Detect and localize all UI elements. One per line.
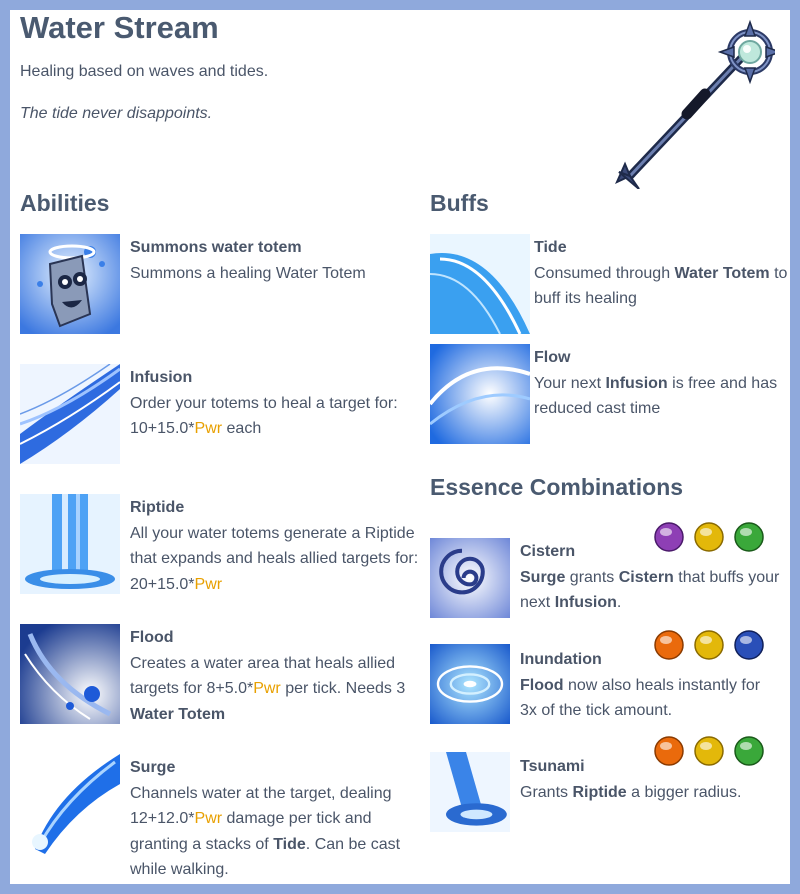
essence-text: Grants Riptide a bigger radius. <box>520 783 742 801</box>
buff-tide <box>534 235 790 312</box>
page-quote: The tide never disappoints. <box>20 105 213 122</box>
ability-text: Order your totems to heal a target for: 10+15.0*Pwr each <box>130 394 398 437</box>
tsunami-icon <box>430 752 510 832</box>
ability-name: Surge <box>130 759 176 776</box>
water-totem-icon <box>20 234 120 334</box>
flow-wave-icon <box>430 344 530 444</box>
buff-name: Flow <box>534 349 571 366</box>
essence-name: Cistern <box>520 543 576 560</box>
ability-riptide <box>130 495 430 597</box>
ability-text: Creates a water area that heals allied targets for 8+5.0*Pwr per tick. Needs 3 Water Totem <box>130 654 406 723</box>
ability-name: Riptide <box>130 499 185 516</box>
whirlpool-icon <box>430 644 510 724</box>
ability-name: Infusion <box>130 369 193 386</box>
ability-text: Channels water at the target, dealing 12+12.0*Pwr damage per tick and granting a stacks of Tide. Can be cast while walking. <box>130 784 401 878</box>
essence-text: Surge grants Cistern that buffs your next Infusion. <box>520 568 780 611</box>
page-title: Water Stream <box>20 10 219 45</box>
buff-text: Consumed through Water Totem to buff its healing <box>534 264 788 307</box>
water-fountain-icon <box>20 494 120 594</box>
ability-surge <box>130 755 430 883</box>
cistern-swirl-icon <box>430 538 510 618</box>
ability-name: Summons water totem <box>130 239 302 256</box>
essence-orb-yellow <box>694 630 724 660</box>
ability-text: Summons a healing Water Totem <box>130 264 366 282</box>
essence-orb-yellow <box>694 736 724 766</box>
essence-name: Tsunami <box>520 758 585 775</box>
essence-orb-purple <box>654 522 684 552</box>
essence-orb-blue <box>734 630 764 660</box>
talent-panel <box>10 10 790 884</box>
essence-orb-green <box>734 736 764 766</box>
abilities-heading: Abilities <box>20 190 110 216</box>
ability-infusion <box>130 365 430 442</box>
essence-text: Flood now also heals instantly for 3x of the tick amount. <box>520 676 761 719</box>
essence-name: Inundation <box>520 651 602 668</box>
tide-wave-icon <box>430 234 530 334</box>
ability-summons <box>130 235 420 286</box>
water-flood-icon <box>20 624 120 724</box>
water-stream-icon <box>20 364 120 464</box>
ability-flood <box>130 625 420 727</box>
essence-orb-orange <box>654 630 684 660</box>
essence-orb-yellow <box>694 522 724 552</box>
page-description: Healing based on waves and tides. <box>20 63 269 80</box>
buff-text: Your next Infusion is free and has reduced cast time <box>534 374 778 417</box>
essence-orb-green <box>734 522 764 552</box>
buff-name: Tide <box>534 239 567 256</box>
essence-heading: Essence Combinations <box>430 474 684 500</box>
buff-flow <box>534 345 790 422</box>
ability-name: Flood <box>130 629 174 646</box>
essence-orb-orange <box>654 736 684 766</box>
ability-text: All your water totems generate a Riptide that expands and heals allied targets for: 20+15.0*Pwr <box>130 524 419 593</box>
buffs-heading: Buffs <box>430 190 489 216</box>
water-surge-icon <box>20 754 120 854</box>
water-staff-icon <box>605 14 775 189</box>
